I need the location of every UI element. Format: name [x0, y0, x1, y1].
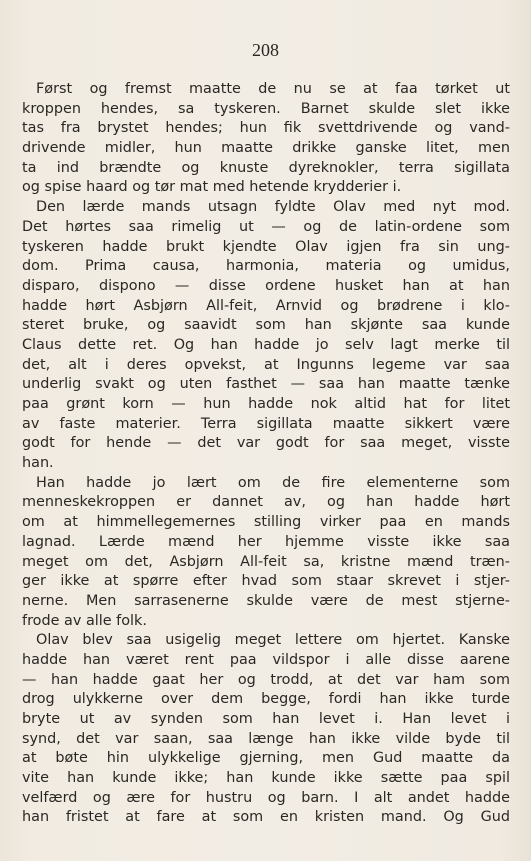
text-line: — han hadde gaat her og trodd, at det var ham som	[22, 671, 510, 688]
text-line: hadde hørt Asbjørn All-feit, Arnvid og brødrene i klo-	[22, 297, 510, 314]
text-line: ger ikke at spørre efter hvad som staar skrevet i stjer-	[22, 573, 510, 590]
text-line: godt for hende — det var godt for saa meget, visste	[22, 435, 510, 452]
text-line: Det hørtes saa rimelig ut — og de latin-ordene som	[22, 218, 510, 235]
text-line: dom. Prima causa, harmonia, materia og umidus,	[22, 258, 510, 275]
text-line: disparo, dispono — disse ordene husket han at han	[22, 277, 510, 294]
text-line: Olav blev saa usigelig meget lettere om hjertet. Kanske	[36, 632, 510, 649]
text-line: paa grønt korn — hun hadde nok altid hat for litet	[22, 396, 510, 412]
text-line: steret bruke, og saavidt som han skjønte saa kunde	[22, 317, 510, 334]
text-line: han.	[22, 455, 54, 472]
text-line: ta ind brændte og knuste dyreknokler, terra sigillata	[22, 159, 510, 176]
text-line: hadde han været rent paa vildspor i alle disse aarene	[22, 651, 510, 668]
text-line: kroppen hendes, sa tyskeren. Barnet skulde slet ikke	[22, 100, 510, 117]
text-line: lagnad. Lærde mænd her hjemme visste ikke saa	[22, 533, 510, 550]
text-line: om at himmellegemernes stilling virker paa en mands	[22, 514, 510, 531]
text-line: velfærd og ære for hustru og barn. I alt andet hadde	[22, 789, 510, 806]
text-line: drivende midler, hun maatte drikke ganske litet, men	[22, 140, 510, 157]
text-line: vite han kunde ikke; han kunde ikke sætte paa spil	[22, 770, 510, 787]
text-line: han fristet at fare at som en kristen mand. Og Gud	[22, 809, 510, 826]
text-line: underlig svakt og uten fasthet — saa han maatte tænke	[22, 376, 510, 393]
text-line: synd, det var saan, saa længe han ikke vilde byde til	[22, 730, 510, 747]
body-text	[22, 80, 510, 828]
text-line: frode av alle folk.	[22, 612, 147, 629]
text-line: Først og fremst maatte de nu se at faa tørket ut	[36, 81, 510, 97]
text-line: bryte ut av synden som han levet i. Han levet i	[22, 711, 510, 727]
text-line: at bøte hin ulykkelige gjerning, men Gud maatte da	[22, 750, 510, 767]
text-line: drog ulykkerne over dem begge, fordi han ikke turde	[22, 691, 510, 708]
text-line: Den lærde mands utsagn fyldte Olav med nyt mod.	[36, 199, 510, 216]
text-line: meget om det, Asbjørn All-feit sa, kristne mænd træn-	[22, 553, 510, 570]
text-line: nerne. Men sarrasenerne skulde være de mest stjerne-	[22, 592, 510, 609]
text-line: tyskeren hadde brukt kjendte Olav igjen fra sin ung-	[22, 238, 510, 255]
text-line: det, alt i deres opvekst, at Ingunns legeme var saa	[22, 356, 510, 373]
text-line: av faste materier. Terra sigillata maatte sikkert være	[22, 415, 510, 432]
text-line: menneskekroppen er dannet av, og han hadde hørt	[22, 494, 510, 511]
text-line: Han hadde jo lært om de fire elementerne som	[36, 474, 510, 491]
text-line: Claus dette ret. Og han hadde jo selv lagt merke til	[22, 336, 510, 353]
text-line: og spise haard og tør mat med hetende krydderier i.	[22, 179, 402, 196]
page-number: 208	[252, 40, 279, 60]
text-line: tas fra brystet hendes; hun fik svettdrivende og vand-	[22, 120, 510, 137]
